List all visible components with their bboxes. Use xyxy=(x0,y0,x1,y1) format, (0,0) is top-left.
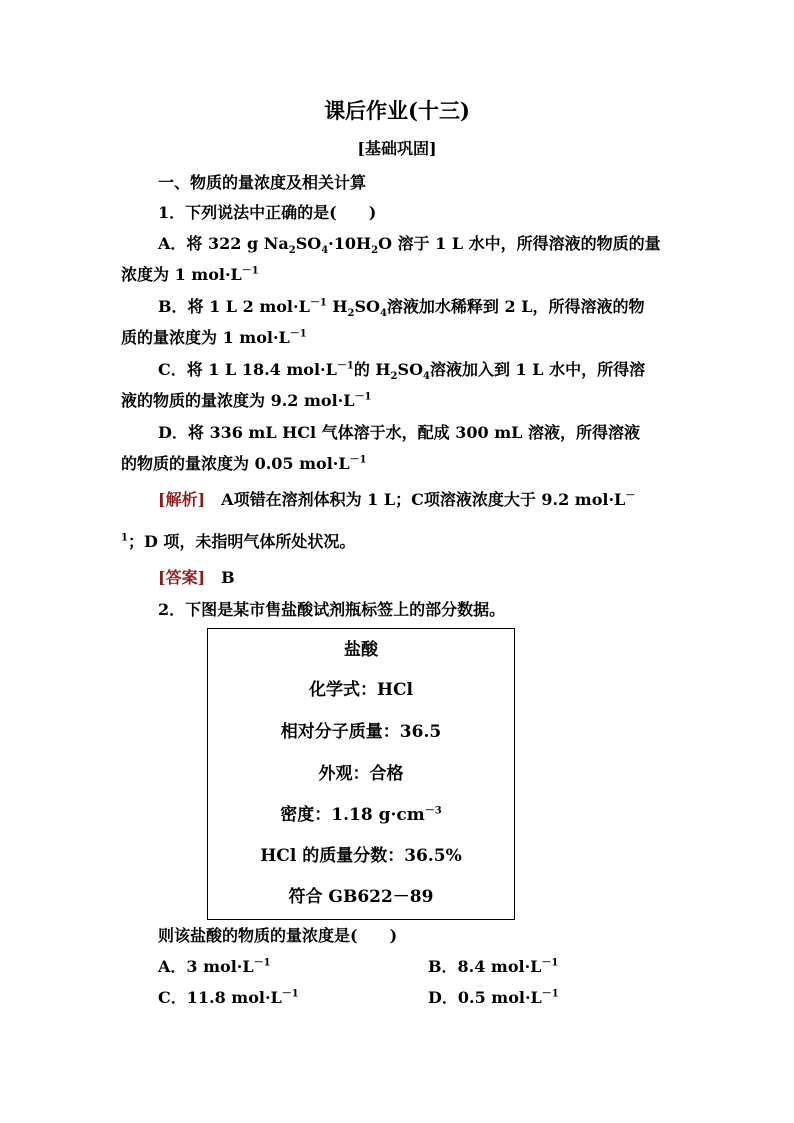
question-2-prompt: 则该盐酸的物质的量浓度是( ) xyxy=(158,926,398,945)
option-1c: C．将 1 L 18.4 $mol\cdot L^{-1}$的 $H_2SO_4$溶液加入到 1 L 水中，所得溶 xyxy=(158,360,646,383)
analysis-tag: [解析] xyxy=(158,490,206,509)
reagent-label-box xyxy=(207,628,515,920)
label-name: 盐酸 xyxy=(344,640,378,660)
option-2d: D．0.5 $mol\cdot L^{-1}$ xyxy=(428,988,559,1007)
question-2-stem: 2．下图是某市售盐酸试剂瓶标签上的部分数据。 xyxy=(158,600,506,619)
label-formula: 化学式：HCl xyxy=(308,680,414,700)
answer-tag: [答案] xyxy=(158,568,206,587)
label-density: 密度：1.18 $g\cdot cm^{-3}$ xyxy=(280,805,442,825)
option-1a: A．将 322 g $Na_2SO_4\cdot 10H_2O$ 溶于 1 L 水中，所得溶液的物质的量 xyxy=(158,234,661,257)
section-heading: 一、物质的量浓度及相关计算 xyxy=(158,173,367,192)
option-1d: D．将 336 mL HCl 气体溶于水，配成 300 mL 溶液，所得溶液 xyxy=(158,423,640,442)
answer: [答案] B xyxy=(158,568,235,587)
analysis: [解析] A项错在溶剂体积为 1 L；C项溶液浓度大于 9.2 mol·L－ xyxy=(158,490,636,509)
option-1b: B．将 1 L 2 $mol\cdot L^{-1}$ $H_2SO_4$溶液加水稀释到 2 L，所得溶液的物 xyxy=(158,297,645,320)
option-2c: C．11.8 $mol\cdot L^{-1}$ xyxy=(158,988,299,1007)
question-1-stem: 1．下列说法中正确的是( ) xyxy=(158,203,377,222)
label-standard: 符合 GB622－89 xyxy=(288,887,434,907)
option-2a: A．3 $mol\cdot L^{-1}$ xyxy=(158,957,271,976)
option-1d-cont: 的物质的量浓度为 0.05 $mol\cdot L^{-1}$ xyxy=(121,454,367,473)
option-1b-cont: 质的量浓度为 1 $mol\cdot L^{-1}$ xyxy=(121,328,307,347)
option-1c-cont: 液的物质的量浓度为 9.2 $mol\cdot L^{-1}$ xyxy=(121,391,372,410)
analysis-cont: $^1$；D 项，未指明气体所处状况。 xyxy=(121,532,356,551)
label-molar-mass: 相对分子质量：36.5 xyxy=(280,722,442,742)
label-appearance: 外观：合格 xyxy=(318,764,404,784)
label-mass-fraction: HCl 的质量分数：36.5% xyxy=(260,846,462,866)
page-title: 课后作业(十三) xyxy=(324,98,470,123)
option-2b: B．8.4 $mol\cdot L^{-1}$ xyxy=(428,957,559,976)
section-subtitle: [基础巩固] xyxy=(357,139,437,158)
option-1a-cont: 浓度为 1 $mol\cdot L^{-1}$ xyxy=(121,265,259,284)
